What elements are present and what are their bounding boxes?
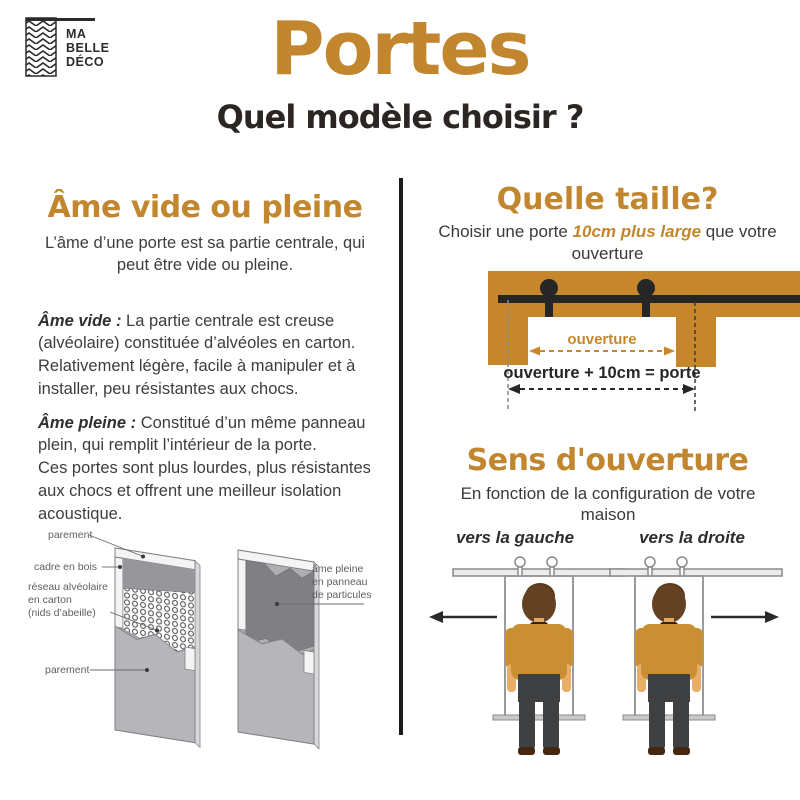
taille-instruction: [415, 221, 800, 265]
taille-text-before: Choisir une porte: [438, 222, 573, 241]
label-vers-la-droite: vers la droite: [639, 528, 745, 547]
label-reseau-line2: en carton: [28, 594, 72, 606]
label-parement-bottom: parement: [45, 664, 90, 676]
label-parement-top: parement: [48, 529, 93, 541]
section-heading-taille: Quelle taille?: [496, 182, 719, 217]
label-reseau-line3: (nids d’abeille): [28, 607, 96, 619]
label-vers-la-gauche: vers la gauche: [455, 528, 575, 547]
ame-vide-lead: Âme vide :: [38, 311, 122, 330]
ame-vide-text: La partie centrale est creuse (alvéolaire) constituée d’alvéoles en carton. Relativement légère, facile à manipuler et à installer, peu résistantes aux chocs.: [38, 311, 356, 398]
logo-text-line1: MA: [66, 27, 87, 41]
taille-text-accent: 10cm plus large: [572, 222, 702, 241]
ame-intro-text: L’âme d’une porte est sa partie centrale, qui peut être vide ou pleine.: [44, 234, 366, 275]
door-cutaway-diagram: [20, 520, 390, 770]
label-ame-pleine-line3: de particules: [312, 589, 372, 601]
figure-slide-right: [610, 557, 782, 755]
label-ame-pleine-line1: âme pleine: [312, 563, 364, 575]
section-heading-sens: Sens d'ouverture: [466, 443, 749, 478]
page-subtitle: Quel modèle choisir ?: [216, 98, 584, 136]
column-divider: [399, 178, 403, 735]
figure-slide-left: [429, 557, 625, 755]
opening-direction-figures: [415, 525, 800, 770]
label-ame-pleine-line2: en panneau: [312, 576, 368, 588]
door-size-diagram: [415, 262, 800, 417]
logo-text-line2: BELLE: [66, 41, 110, 55]
ouverture-label: ouverture: [567, 331, 637, 348]
arrow-left-icon: [429, 611, 497, 623]
paragraph-ame-pleine: [38, 412, 388, 526]
ame-pleine-text: Constitué d’un même panneau plein, qui remplit l’intérieur de la porte.: [38, 413, 366, 455]
hollow-core-door-illustration: [115, 548, 200, 747]
label-reseau-line1: réseau alvéolaire: [28, 581, 108, 593]
paragraph-ame-vide: [38, 310, 388, 401]
section-heading-ame: Âme vide ou pleine: [47, 190, 363, 225]
porte-arrow: [508, 384, 695, 394]
ame-pleine-lead: Âme pleine :: [38, 413, 137, 432]
page-title: Portes: [270, 6, 530, 92]
logo-text-line3: DÉCO: [66, 55, 105, 69]
porte-width-label: ouverture + 10cm = porte: [503, 364, 701, 382]
taille-text-after: que votre ouverture: [571, 222, 777, 264]
ame-pleine-text2: Ces portes sont plus lourdes, plus résistantes aux chocs et offrent une meilleur isolation acoustique.: [38, 459, 371, 523]
solid-core-door-illustration: [238, 550, 319, 749]
arrow-right-icon: [711, 611, 779, 623]
sens-subtitle: En fonction de la configuration de votre maison: [460, 484, 756, 525]
label-cadre-en-bois: cadre en bois: [34, 561, 98, 573]
